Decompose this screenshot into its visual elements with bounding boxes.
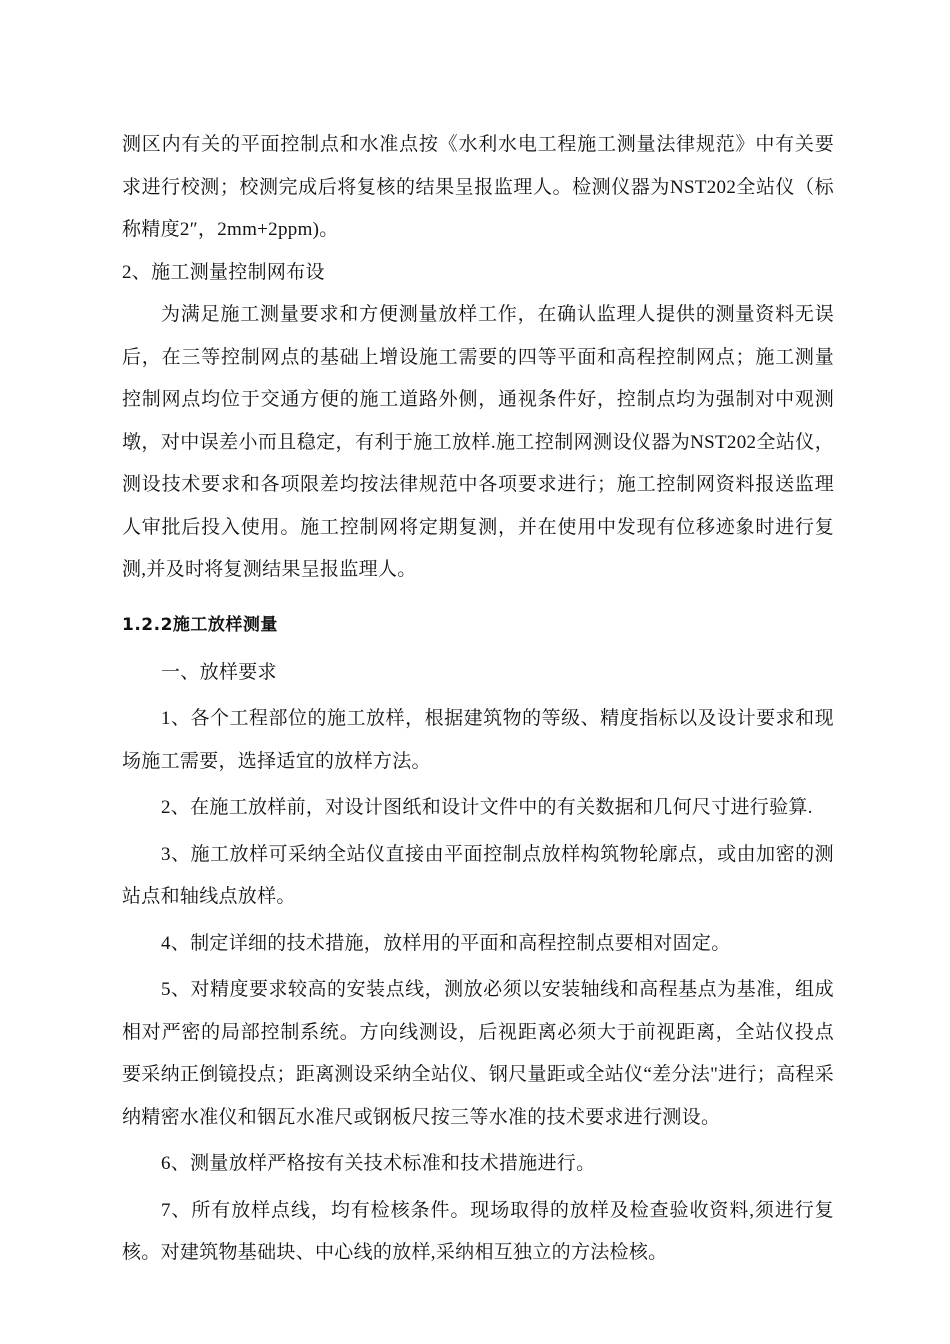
section-heading: 1.2.2施工放样测量 [122,614,278,635]
paragraph-control-network: 为满足施工测量要求和方便测量放样工作，在确认监理人提供的测量资料无误后，在三等控制网点的基础上增设施工需要的四等平面和高程控制网点；施工测量控制网点均位于交通方便的施工道路外侧，通视条件好，控制点均为强制对中观测墩，对中误差小而且稳定，有利于施工放样.施工控制网测设仪器为NST202全站仪，测设技术要求和各项限差均按法律规范中各项要求进行；施工控制网资料报送监理人审批后投入使用。施工控制网将定期复测，并在使用中发现有位移迹象时进行复测,并及时将复测结果呈报监理人。 [122,304,834,580]
list-item: 5、对精度要求较高的安装点线，测放必须以安装轴线和高程基点为基准，组成相对严密的局部控制系统。方向线测设，后视距离必须大于前视距离，全站仪投点要采纳正倒镜投点；距离测设采纳全站仪、钢尺量距或全站仪“差分法"进行；高程采纳精密水准仪和铟瓦水准尺或钢板尺按三等水准的技术要求进行测设。 [122,979,834,1128]
list-item: 4、制定详细的技术措施，放样用的平面和高程控制点要相对固定。 [161,932,731,954]
subheading-layout-requirements: 一、放样要求 [161,661,277,683]
list-item: 3、施工放样可采纳全站仪直接由平面控制点放样构筑物轮廓点，或由加密的测站点和轴线点放样。 [122,843,834,907]
list-item: 1、各个工程部位的施工放样，根据建筑物的等级、精度指标以及设计要求和现场施工需要，选择适宜的放样方法。 [122,708,834,772]
list-item: 7、所有放样点线，均有检核条件。现场取得的放样及检查验收资料,须进行复核。对建筑物基础块、中心线的放样,采纳相互独立的方法检核。 [122,1199,834,1263]
list-item: 6、测量放样严格按有关技术标准和技术措施进行。 [161,1153,596,1174]
document-body [122,124,834,1275]
list-item: 2、在施工放样前，对设计图纸和设计文件中的有关数据和几何尺寸进行验算. [161,797,813,818]
subheading-control-network: 2、施工测量控制网布设 [122,261,325,283]
paragraph-calibration: 测区内有关的平面控制点和水准点按《水利水电工程施工测量法律规范》中有关要求进行校测；校测完成后将复核的结果呈报监理人。检测仪器为NST202全站仪（标称精度2″，2mm+2ppm)。 [122,134,834,240]
